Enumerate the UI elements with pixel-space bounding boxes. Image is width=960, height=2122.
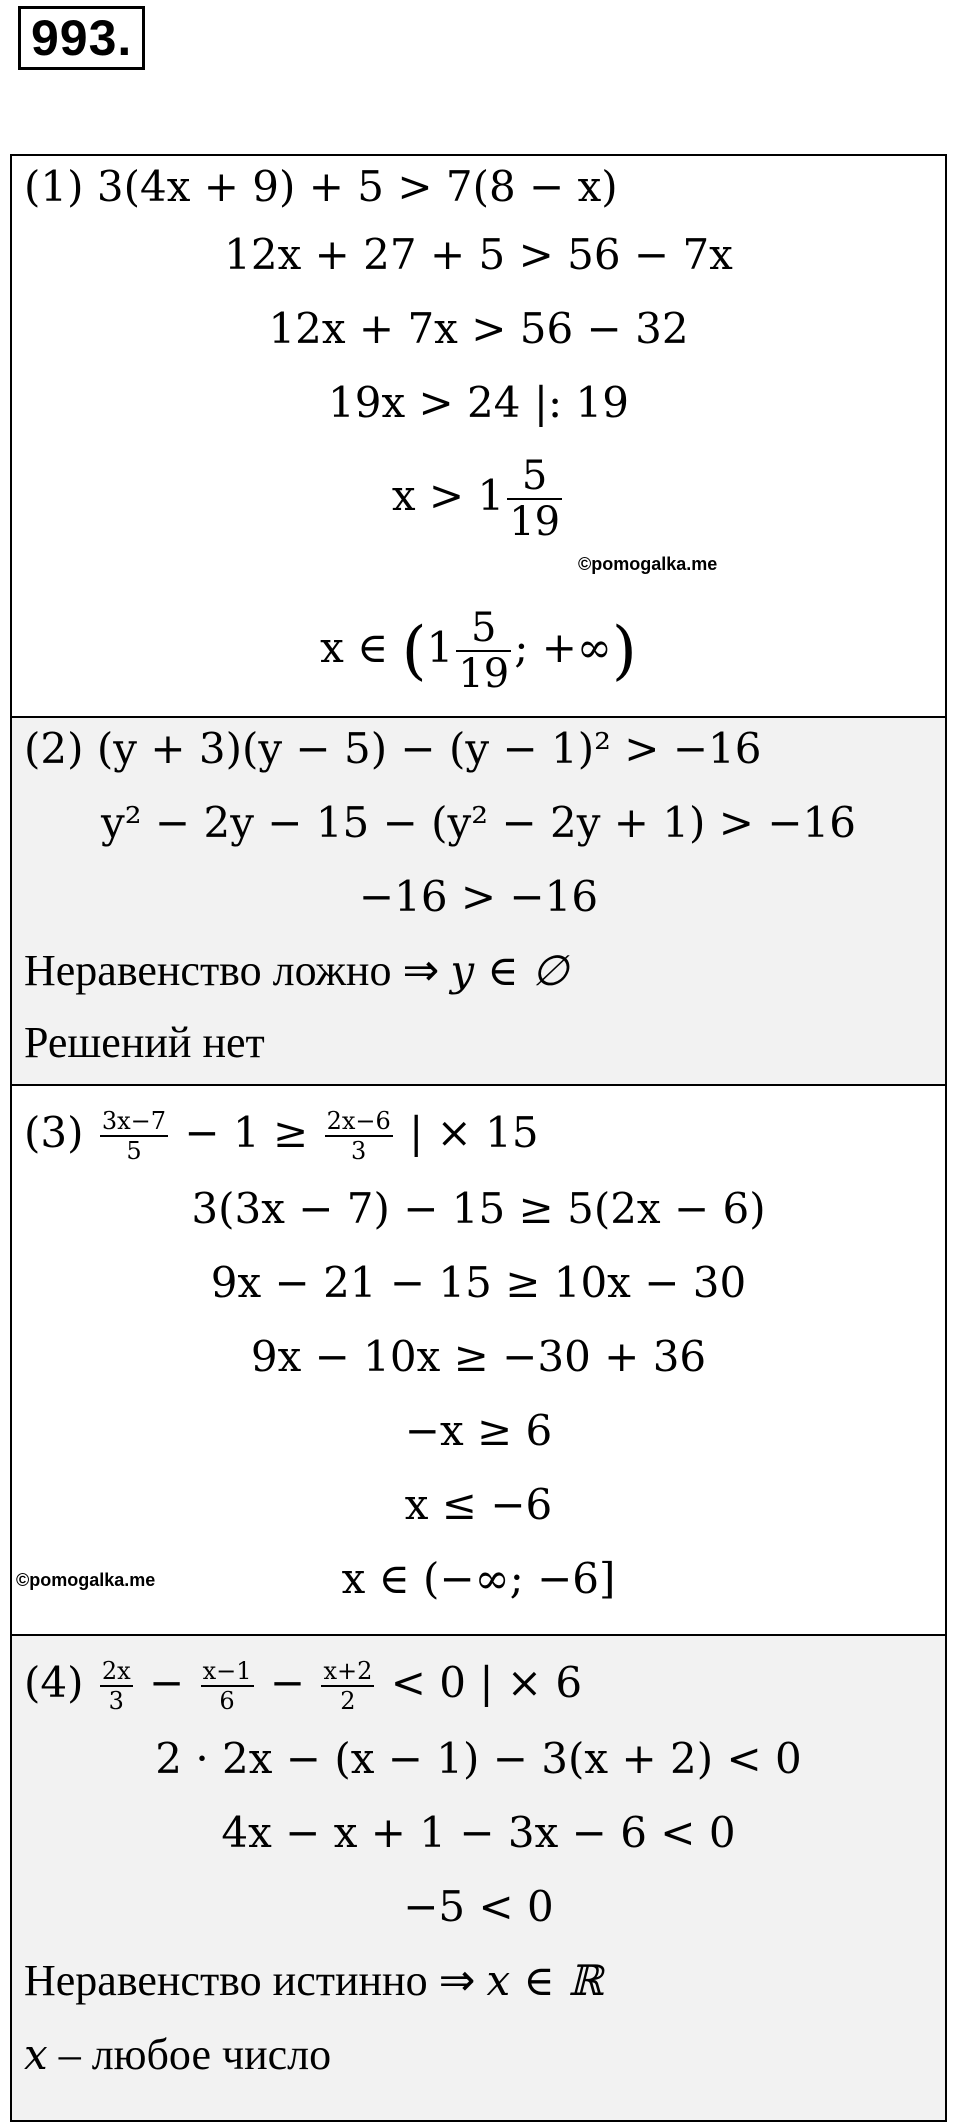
part-2-line-2: −16 > −16	[358, 872, 599, 921]
part-3-line-1: 3(3x − 7) − 15 ≥ 5(2x − 6)	[191, 1184, 766, 1233]
problem-number: 993.	[18, 6, 145, 70]
part-4-line-4: Неравенство истинно ⇒ x ∈ ℝ	[24, 1956, 603, 2005]
part-2-line-0: (y + 3)(y − 5) − (y − 1)² > −16	[96, 724, 762, 773]
part-4-cell	[12, 1634, 945, 2120]
part-2-line-1: y² − 2y − 15 − (y² − 2y + 1) > −16	[101, 798, 856, 847]
fraction-2x-over-3: $\frac{2x}{3}$	[101, 1657, 131, 1715]
part-3-header: (3) $\frac{3x-7}{5}$ − 1 ≥ $\frac{2x-6}{3}$ | × 15	[24, 1107, 539, 1165]
part-3-line-3: 9x − 10x ≥ −30 + 36	[250, 1332, 707, 1381]
part-1-line-4	[12, 446, 945, 546]
fraction-3x-7-over-5: $\frac{3x-7}{5}$	[101, 1107, 167, 1165]
part-4-line-1: 2 · 2x − (x − 1) − 3(x + 2) < 0	[155, 1734, 802, 1783]
part-3-label: (3)	[24, 1108, 84, 1157]
part-4-line-3: −5 < 0	[403, 1882, 554, 1931]
part-1-line-5: x ∈ (1 $\frac{5}{19}$ ; +∞)	[320, 605, 637, 697]
part-4-line-5: x – любое число	[24, 2030, 332, 2079]
part-4-line-2: 4x − x + 1 − 3x − 6 < 0	[221, 1808, 736, 1857]
part-1-header	[24, 162, 945, 212]
part-1-line-0: 3(4x + 9) + 5 > 7(8 − x)	[96, 162, 618, 211]
part-4-header: (4) $\frac{2x}{3}$ − $\frac{x-1}{6}$ − $\frac{x+2}{2}$ < 0 | × 6	[24, 1657, 583, 1715]
part-3-line-6: x ∈ (−∞; −6]	[341, 1554, 616, 1603]
solution-table	[10, 154, 947, 2122]
fraction-5-19: $\frac{5}{19}$	[509, 453, 561, 545]
part-2-label: (2)	[24, 724, 84, 773]
part-1-line-2: 12x + 7x > 56 − 32	[268, 304, 689, 353]
watermark-2: ©pomogalka.me	[16, 1570, 156, 1590]
part-1-label: (1)	[24, 162, 84, 211]
fraction-x-1-over-6: $\frac{x-1}{6}$	[202, 1657, 252, 1715]
part-3-cell	[12, 1084, 945, 1634]
part-1-line-1: 12x + 27 + 5 > 56 − 7x	[224, 230, 733, 279]
part-1-line-4-lhs: x > 1	[391, 471, 505, 520]
part-2-cell	[12, 716, 945, 1084]
watermark: ©pomogalka.me	[578, 554, 718, 574]
fraction-x+2-over-2: $\frac{x+2}{2}$	[323, 1657, 373, 1715]
part-3-line-2: 9x − 21 − 15 ≥ 10x − 30	[210, 1258, 747, 1307]
part-4-label: (4)	[24, 1658, 84, 1707]
part-3-line-4: −x ≥ 6	[404, 1406, 553, 1455]
part-2-line-3: Неравенство ложно ⇒ y ∈ ∅	[24, 946, 569, 995]
part-1-cell	[12, 156, 945, 716]
part-1-line-3: 19x > 24 |: 19	[328, 378, 629, 427]
part-2-header	[24, 724, 945, 774]
fraction-5-19-interval: $\frac{5}{19}$	[458, 605, 510, 697]
part-2-line-4: Решений нет	[24, 1018, 265, 1067]
fraction-2x-6-over-3: $\frac{2x-6}{3}$	[326, 1107, 391, 1165]
part-3-line-5: x ≤ −6	[404, 1480, 553, 1529]
